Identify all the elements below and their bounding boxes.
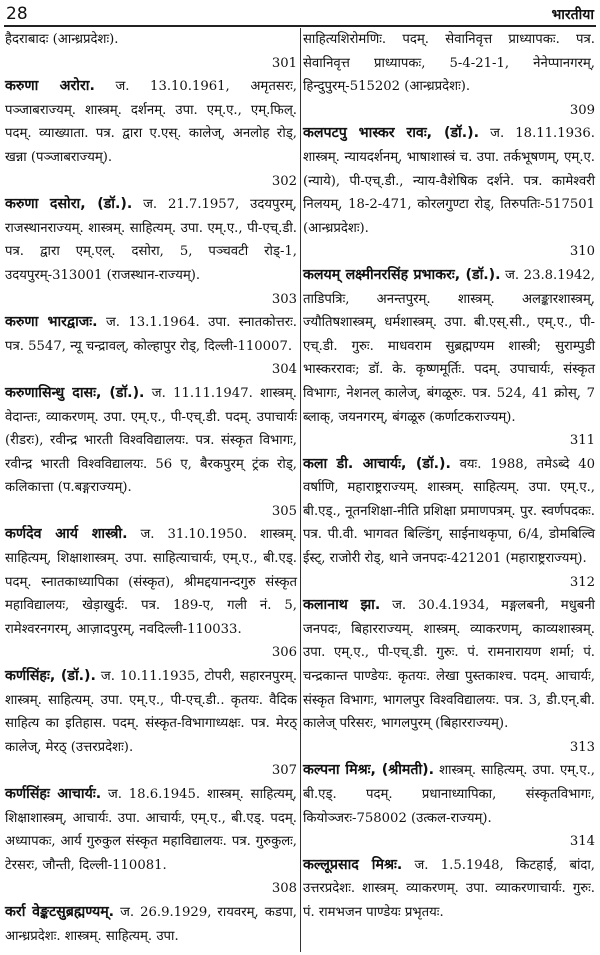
entry-number: 310 — [569, 244, 595, 260]
dictionary-entry — [303, 122, 595, 264]
entry-text: शास्त्रम्. साहित्यम्. उपा. एम्.ए., बी.एड्. पदम्. प्रधानाध्यापिका, संस्कृतविभागः, कियोञ्जरः-758002 (उत्कल-राज्यम्). — [303, 763, 595, 826]
right-column — [303, 28, 595, 925]
entry-text: ज. 30.4.1934, मङ्गलबनी, मधुबनी जनपदः, बिहारराज्यम्. शास्त्रम्. व्याकरणम्, काव्यशास्त्रम्. उपा. एम्.ए., पी-एच्.डी. गुरुः. पं. रामनारायण शर्मा; पं. चन्द्रकान्त पाण्डेयः. कृतयः. लेखा पुस्तकाश्च. पदम्. आचार्यः, संस्कृत विभागः, भागलपुर विश्वविद्यालयः. पत्र. 3, डी.एन्.बी. कालेज् परिसरः, भागलपुरम् (बिहारराज्यम्). — [303, 598, 595, 732]
entry-number: 314 — [569, 834, 595, 850]
continued-entry: साहित्यशिरोमणिः. पदम्. सेवानिवृत्त प्राध्यापकः. पत्र. सेवानिवृत्त प्राध्यापकः, 5-4-21-1, नेनेप्पानगरम्, हिन्दुपुरम्-515202 (आन्ध्रप्रदेशः). 309 — [303, 28, 595, 122]
entry-name: कल्पना मिश्रः, (श्रीमती). — [303, 762, 435, 779]
entry-name: करुणा भारद्वाजः. — [5, 314, 98, 331]
dictionary-entry — [5, 523, 297, 665]
entry-text: ज. 23.8.1942, ताडिपत्रिः, अनन्तपुरम्. शास्त्रम्. अलङ्कारशास्त्रम्, ज्यौतिषशास्त्रम्, धर्मशास्त्रम्. उपा. बी.एस्.सी., एम्.ए., पी-एच्.डी. गुरुः. माधवराम सुब्रह्मण्यम शास्त्री; सुराम्पुडी भास्कररावः; डॉ. के. कृष्णमूर्तिः. पदम्. उपाचार्यः, संस्कृत विभागः, नेशनल् कालेज्, बंगळूरुः. पत्र. 524, 41 क्रोस्, 7 ब्लाक्, जयनगरम्, बंगळूरु (कर्णाटकराज्यम्). — [303, 267, 595, 425]
entry-name: करुणा अरोरा. — [5, 78, 95, 95]
entry-name: करुणासिन्धु दासः, (डॉ.). — [5, 384, 145, 401]
dictionary-entry — [5, 783, 297, 901]
entry-number: 311 — [569, 433, 595, 449]
entry-number: 312 — [569, 574, 595, 590]
header-rule — [4, 25, 596, 27]
page-header — [6, 2, 594, 24]
running-title: भारतीया — [551, 7, 594, 23]
entry-text: ज. 13.10.1961, अमृतसरः, पञ्जाबराज्यम्. शास्त्रम्. दर्शनम्. उपा. एम्.ए., एम्.फिल्. पदम्. व्याख्याता. पत्र. द्वारा ए.एस्. कालेज्, अनलोह रोड्, खन्ना (पञ्जाबराज्यम्). — [5, 79, 297, 165]
dictionary-entry — [5, 75, 297, 193]
entry-text: ज. 13.1.1964. उपा. स्नातकोत्तरः. पत्र. 5547, न्यू चन्द्रावल्, कोल्हापुर रोड्, दिल्ली-110007. — [5, 315, 297, 354]
entry-text: वयः. 1988, तमेऽब्दे 40 वर्षाणि, महाराष्ट्रराज्यम्. शास्त्रम्. साहित्यम्. उपा. एम्.ए., बी.एड्., नूतनशिक्षा-नीति प्रशिक्षा प्रमाणपत्रम्. पुर. स्वर्णपदकः. पत्र. पी.वी. भागवत बिल्डिंग्, साईनाथकृपा, 6/4, डोमबिल्वि ईस्ट्, राजोरी रोड्, थाने जनपदः-421201 (महाराष्ट्रराज्यम्). — [303, 456, 595, 567]
column-divider — [300, 28, 301, 952]
dictionary-entry — [5, 665, 297, 783]
dictionary-entry — [303, 594, 595, 759]
entry-name: कलपटपु भास्कर रावः, (डॉ.). — [303, 125, 479, 142]
entry-text: ज. 21.7.1957, उदयपुरम्, राजस्थानराज्यम्. शास्त्रम्. साहित्यम्. उपा. एम्.ए., पी-एच्.डी. पत्र. द्वारा एम्.एल्. दसोरा, 5, पञ्चवटी रोड्-1, उदयपुरम्-313001 (राजस्थान-राज्यम्). — [5, 197, 297, 283]
entry-number: 301 — [271, 55, 297, 71]
entry-number: 302 — [271, 173, 297, 189]
entry-text: ज. 11.11.1947. शास्त्रम्. वेदान्तः, व्याकरणम्. उपा. एम्.ए., पी-एच्.डी. पदम्. उपाचार्यः (रीडरः), रवीन्द्र भारती विश्वविद्यालयः. पत्र. संस्कृत विभागः, रवीन्द्र भारती विश्वविद्यालयः. 56 ए, बैरकपुरम् ट्रंक रोड्, कलिकात्ता (प.बङ्गराज्यम्). — [5, 385, 297, 496]
entry-number: 305 — [271, 503, 297, 519]
entry-name: कल्लूप्रसाद मिश्रः. — [303, 856, 403, 873]
entry-name: करुणा दसोरा, (डॉ.). — [5, 196, 133, 213]
entry-name: कर्णसिंहः, (डॉ.). — [5, 668, 96, 685]
dictionary-entry — [303, 854, 595, 925]
dictionary-entry — [303, 264, 595, 453]
dictionary-entry — [303, 759, 595, 853]
dictionary-entry — [303, 453, 595, 595]
entry-name: कला डी. आचार्यः, (डॉ.). — [303, 455, 451, 472]
entry-text: ज. 18.11.1936. शास्त्रम्. न्यायदर्शनम्, भाषाशास्त्रं च. उपा. तर्कभूषणम्, एम्.ए. (न्याये), पी-एच्.डी., न्याय-वैशेषिक दर्शने. पत्र. कामेश्वरी निलयम्, 18-2-471, कोरलगुण्टा रोड्, तिरुपतिः-517501 (आन्ध्रप्रदेशः). — [303, 126, 595, 236]
dictionary-entry — [5, 901, 297, 948]
entry-text: ज. 26.9.1929, रायवरम्, कडपा, आन्ध्रप्रदेशः. शास्त्रम्. साहित्यम्. उपा. — [5, 904, 297, 944]
entry-text: ज. 1.5.1948, किटहाई, बांदा, उत्तरप्रदेशः. शास्त्रम्. व्याकरणम्. उपा. व्याकरणाचार्यः. गुरुः. पं. रामभजन पाण्डेयः प्रभृतयः. — [303, 857, 595, 920]
entry-number: 309 — [569, 102, 595, 118]
entry-text: ज. 10.11.1935, टोपरी, सहारनपुरम्. शास्त्रम्. साहित्यम्. उपा. एम्.ए., पी-एच्.डी.. कृतयः. वैदिक साहित्य का इतिहास. पदम्. संस्कृत-विभागाध्यक्षः. पत्र. मेरठ् कालेज्, मेरठ् (उत्तरप्रदेशः). — [5, 669, 298, 755]
left-column — [5, 28, 297, 948]
entry-name: कर्णसिंहः आचार्यः. — [5, 786, 102, 802]
entry-number: 306 — [271, 645, 297, 661]
entry-number: 313 — [569, 739, 595, 755]
entry-name: कलयम् लक्ष्मीनरसिंह प्रभाकरः, (डॉ.). — [303, 266, 501, 283]
entry-text: ज. 31.10.1950. शास्त्रम्. साहित्यम्, शिक्षाशास्त्रम्. उपा. साहित्याचार्यः, एम्.ए., बी.एड्. पदम्. स्नातकाध्यापिका (संस्कृत), श्रीमद्दयानन्दगुरु संस्कृत महाविद्यालयः, खेड़ाखुर्दः. पत्र. 189-ए, गली नं. 5, रामेश्वरनगरम्, आज़ादपुरम्, नवदिल्ली-110033. — [5, 527, 297, 637]
entry-number: 303 — [271, 291, 297, 307]
entry-name: कर्रा वेङ्कटसुब्रह्मण्यम्. — [5, 903, 115, 920]
dictionary-entry — [5, 311, 297, 382]
dictionary-entry — [5, 382, 297, 524]
entry-text: ज. 18.6.1945. शास्त्रम्. साहित्यम्, शिक्षाशास्त्रम्, आचार्यः. उपा. आचार्यः, एम्.ए., बी.एड्. पदम्. अध्यापकः, आर्य गुरुकुल संस्कृत महाविद्यालयः. पत्र. गुरुकुलः, टेरसरः, जौन्ती, दिल्ली-110081. — [5, 787, 297, 873]
entry-name: कर्णदेव आर्य शास्त्री. — [5, 526, 128, 543]
dictionary-entry — [5, 193, 297, 311]
entry-number: 304 — [271, 362, 297, 378]
continued-entry: हैदराबादः (आन्ध्रप्रदेशः). 301 — [5, 28, 297, 75]
entry-number: 308 — [271, 881, 297, 897]
entry-number: 307 — [271, 763, 297, 779]
page-number: 28 — [6, 4, 28, 24]
entry-name: कलानाथ झा. — [303, 597, 381, 614]
